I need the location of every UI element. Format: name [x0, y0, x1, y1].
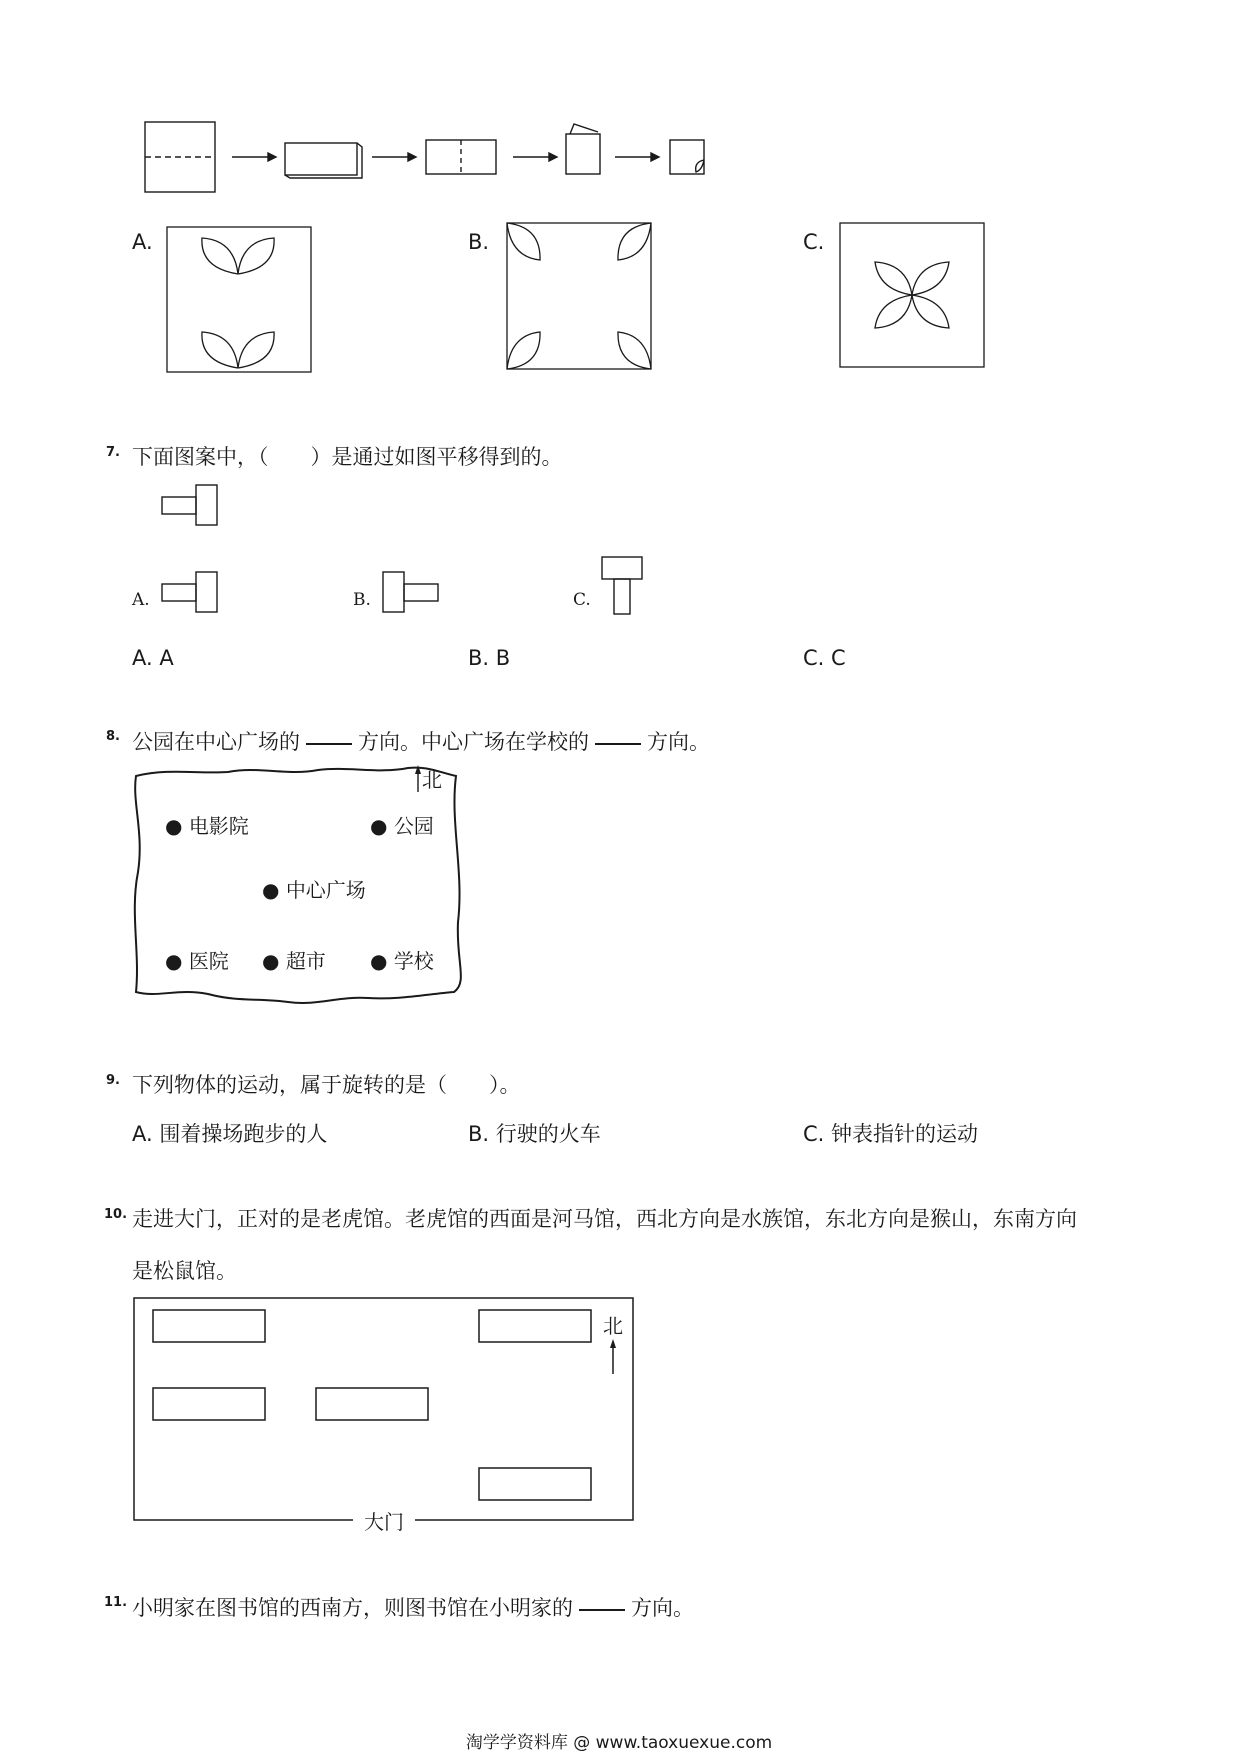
q7-figure-label-b: B.: [353, 590, 371, 610]
q11-text-part1: 小明家在图书馆的西南方，则图书馆在小明家的: [132, 1596, 573, 1620]
q7-option-c-shape: [600, 555, 646, 617]
q7-option-b-shape: [381, 571, 445, 613]
option-b-figure: [506, 222, 652, 370]
q9-option-a: A. 围着操场跑步的人: [132, 1122, 328, 1146]
q9-option-b: B. 行驶的火车: [468, 1122, 601, 1146]
option-c-label: C.: [803, 230, 825, 254]
map-place-hospital: ● 医院: [165, 949, 229, 973]
map-place-supermarket: ● 超市: [262, 949, 326, 973]
q11-text-part2: 方向。: [631, 1596, 694, 1620]
question-11-number: 11.: [104, 1595, 128, 1610]
option-b-label: B.: [468, 230, 490, 254]
map-place-supermarket-label: 超市: [285, 949, 326, 973]
question-11-text: [132, 1594, 694, 1622]
q8-map-north-label: 北: [422, 768, 442, 792]
map-place-school-label: 学校: [393, 949, 434, 973]
question-9-number: 9.: [106, 1073, 120, 1088]
q7-option-a: A. A: [132, 646, 174, 670]
q11-blank[interactable]: [579, 1607, 625, 1611]
q10-map-gate-label: 大门: [364, 1510, 404, 1534]
map-place-cinema-label: 电影院: [188, 814, 249, 838]
q7-figure-label-c: C.: [573, 590, 591, 610]
question-10-text-line2: 是松鼠馆。: [132, 1259, 237, 1283]
question-7-text: 下面图案中，（ ）是通过如图平移得到的。: [132, 445, 563, 469]
option-c-figure: [839, 222, 985, 368]
option-a-label: A.: [132, 230, 153, 254]
question-8-number: 8.: [106, 729, 120, 744]
question-8-text: [132, 728, 710, 756]
map-place-cinema: ● 电影院: [165, 814, 249, 838]
q9-option-c: C. 钟表指针的运动: [803, 1122, 979, 1146]
q8-text-part1: 公园在中心广场的: [132, 730, 300, 754]
map-place-hospital-label: 医院: [188, 949, 229, 973]
q7-option-c: C. C: [803, 646, 846, 670]
q7-option-a-shape: [160, 571, 220, 613]
map-place-park: ● 公园: [370, 814, 434, 838]
q10-zoo-map: [133, 1296, 637, 1526]
map-place-school: ● 学校: [370, 949, 434, 973]
question-7-number: 7.: [106, 445, 120, 460]
q8-blank-1[interactable]: [306, 741, 352, 745]
q8-text-part2: 方向。中心广场在学校的: [358, 730, 589, 754]
q7-figure-label-a: A.: [132, 590, 150, 610]
option-a-figure: [166, 226, 312, 374]
question-7-reference-shape: [160, 484, 220, 526]
q7-option-b: B. B: [468, 646, 511, 670]
question-9-text: 下列物体的运动，属于旋转的是（ ）。: [132, 1073, 521, 1097]
question-10-text-line1: 走进大门，正对的是老虎馆。老虎馆的西面是河马馆，西北方向是水族馆，东北方向是猴山，东南方向: [132, 1207, 1077, 1231]
q10-map-north-label: 北: [603, 1314, 623, 1338]
question-10-number: 10.: [104, 1207, 128, 1222]
paper-folding-steps-figure: [0, 0, 1238, 200]
map-place-central-square: ● 中心广场: [262, 878, 366, 902]
q8-blank-2[interactable]: [595, 741, 641, 745]
q8-text-part3: 方向。: [647, 730, 710, 754]
map-place-park-label: 公园: [393, 814, 434, 838]
map-place-central-square-label: 中心广场: [285, 878, 366, 902]
footer-watermark: 淘学学资料库 @ www.taoxuexue.com: [465, 1733, 773, 1753]
